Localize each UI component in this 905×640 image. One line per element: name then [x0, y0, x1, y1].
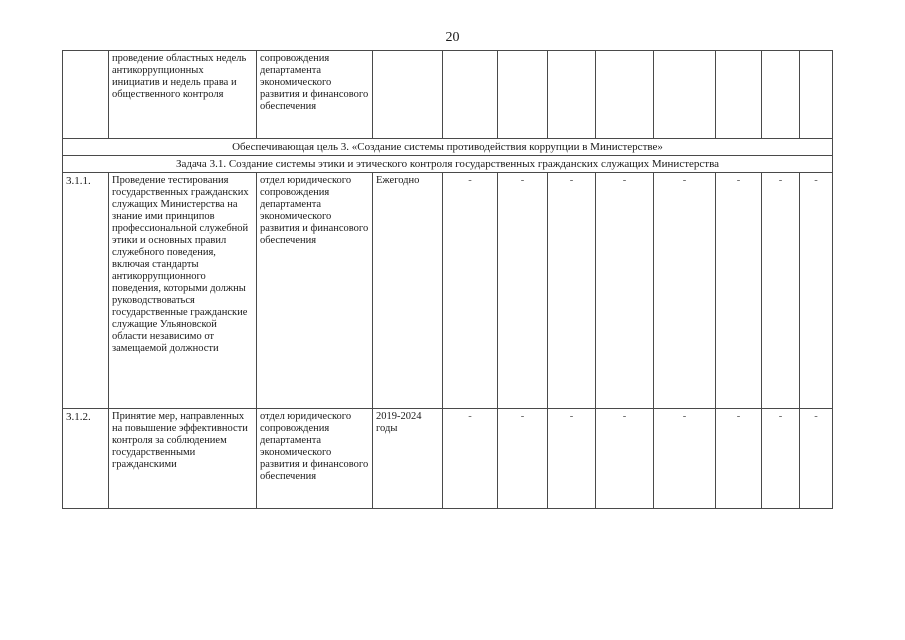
term-cell: 2019-2024 годы	[373, 409, 443, 509]
task-heading-row	[63, 156, 833, 173]
value-cell: -	[762, 173, 800, 409]
table-row	[63, 173, 833, 409]
executor-cell: отдел юридического сопровождения департамента экономического развития и финансового обеспечения	[257, 173, 373, 409]
measure-cell: Принятие мер, направленных на повышение эффективности контроля за соблюдением государственными гражданскими	[109, 409, 257, 509]
task-heading: Задача 3.1. Создание системы этики и этического контроля государственных гражданских служащих Министерства	[63, 156, 833, 173]
value-cell: -	[800, 409, 833, 509]
value-cell: -	[498, 409, 548, 509]
table-row-continued	[63, 51, 833, 139]
value-cell	[762, 51, 800, 139]
value-cell: -	[596, 173, 654, 409]
num-cell	[63, 51, 109, 139]
term-cell	[373, 51, 443, 139]
value-cell	[596, 51, 654, 139]
value-cell	[498, 51, 548, 139]
value-cell	[800, 51, 833, 139]
value-cell: -	[654, 173, 716, 409]
goal-heading-row	[63, 139, 833, 156]
value-cell: -	[762, 409, 800, 509]
term-cell: Ежегодно	[373, 173, 443, 409]
executor-cell: отдел юридического сопровождения департамента экономического развития и финансового обеспечения	[257, 409, 373, 509]
goal-heading: Обеспечивающая цель 3. «Создание системы противодействия коррупции в Министерстве»	[63, 139, 833, 156]
plan-table	[62, 50, 833, 509]
row-number: 3.1.2.	[63, 409, 109, 509]
value-cell: -	[596, 409, 654, 509]
value-cell	[443, 51, 498, 139]
value-cell: -	[716, 173, 762, 409]
value-cell: -	[654, 409, 716, 509]
measure-cell: проведение областных недель антикоррупционных инициатив и недель права и общественного контроля	[109, 51, 257, 139]
value-cell	[716, 51, 762, 139]
measure-cell: Проведение тестирования государственных гражданских служащих Министерства на знание ими принципов профессиональной служебной этики и основных правил служебного поведения, включая стандарты антикоррупционного поведения, которыми должны руководствоваться государственные гражданские служащие Ульяновской области независимо от замещаемой должности	[109, 173, 257, 409]
value-cell: -	[548, 173, 596, 409]
value-cell: -	[443, 173, 498, 409]
value-cell: -	[443, 409, 498, 509]
page-number: 20	[445, 30, 460, 45]
value-cell: -	[716, 409, 762, 509]
table-row	[63, 409, 833, 509]
row-number: 3.1.1.	[63, 173, 109, 409]
value-cell: -	[498, 173, 548, 409]
value-cell	[654, 51, 716, 139]
value-cell: -	[800, 173, 833, 409]
value-cell	[548, 51, 596, 139]
value-cell: -	[548, 409, 596, 509]
executor-cell: сопровождения департамента экономического развития и финансового обеспечения	[257, 51, 373, 139]
